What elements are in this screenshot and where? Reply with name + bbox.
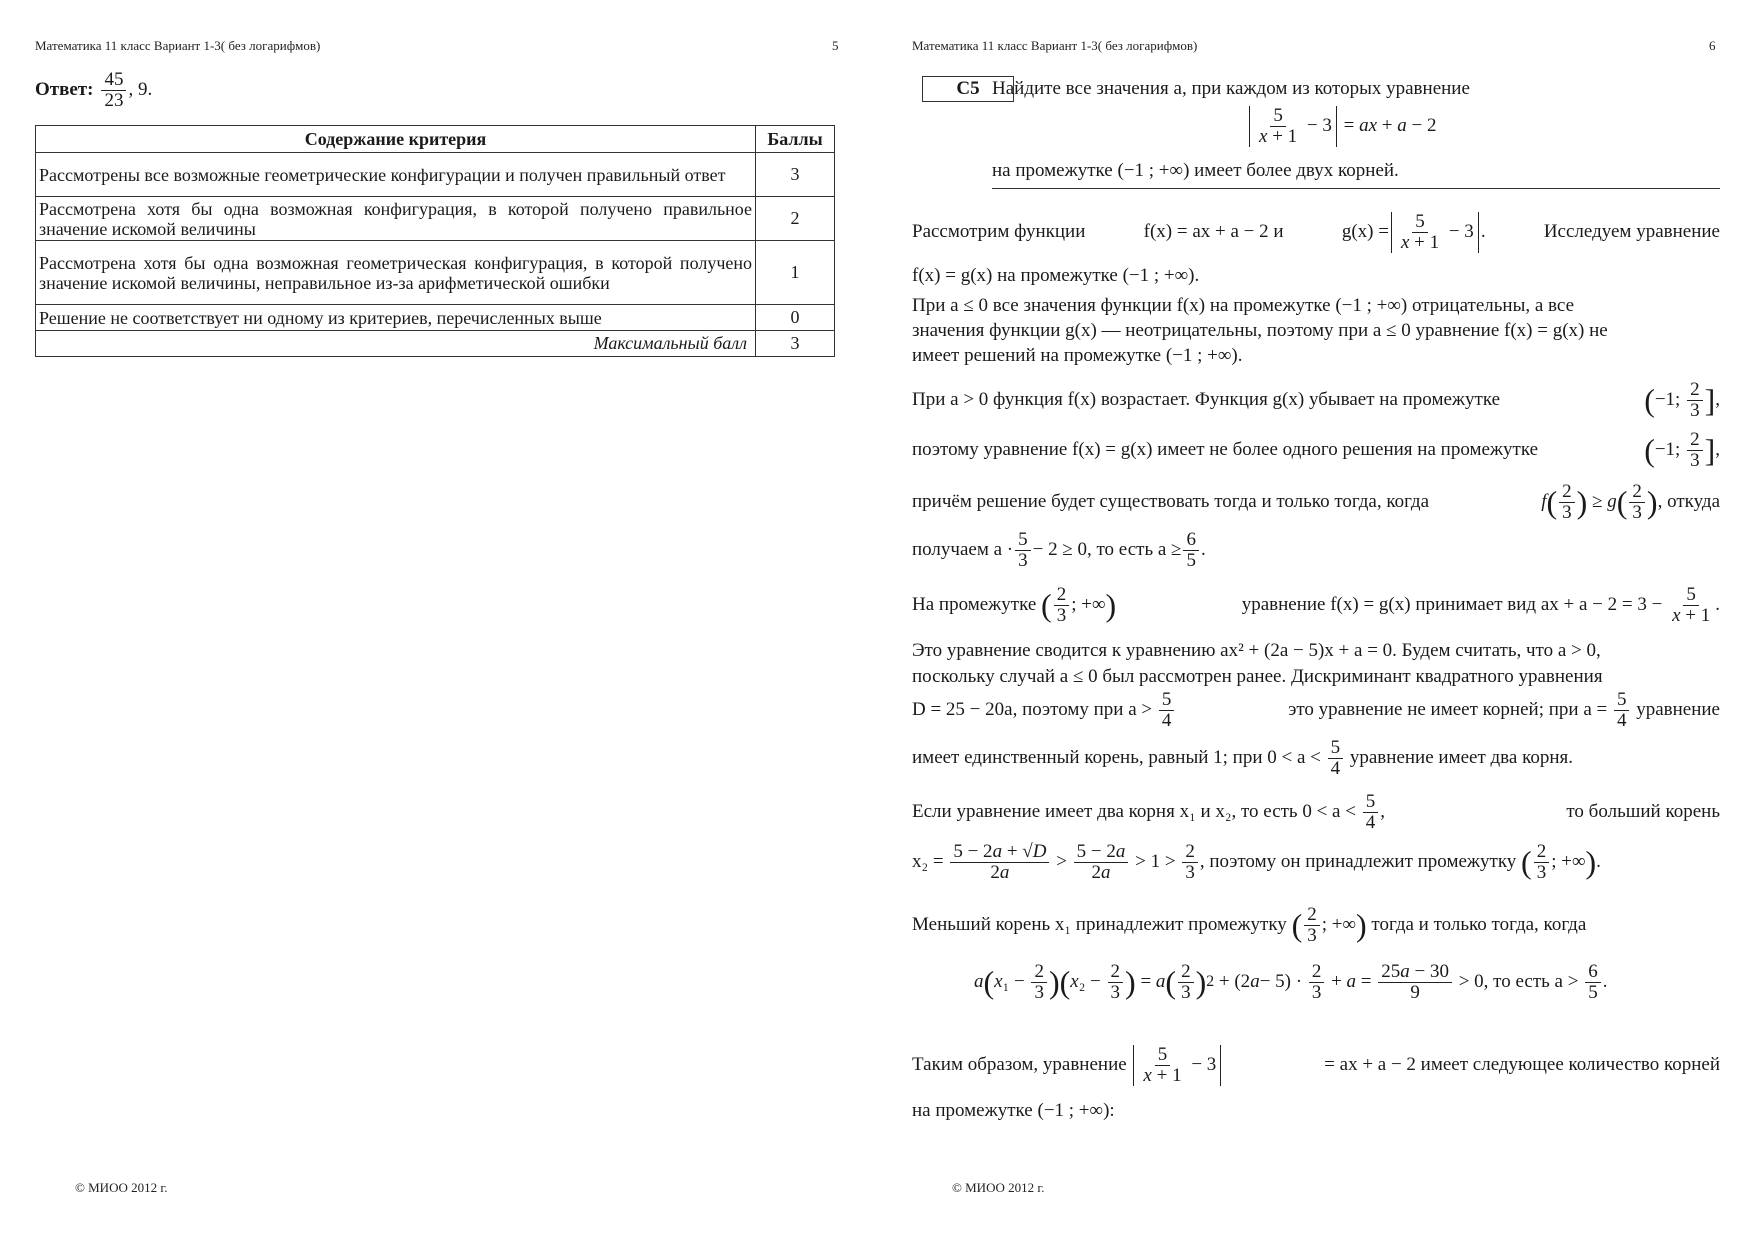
criterion-points: 2 xyxy=(756,197,835,241)
fraction: $\frac{5}{4}$ xyxy=(1328,738,1344,779)
criterion-text: Решение не соответствует ни одному из критериев, перечисленных выше xyxy=(36,305,756,331)
abs-expression: $\frac{5}{x + 1}$ − 3 xyxy=(1133,1045,1221,1086)
text-segment: уравнение xyxy=(1636,699,1720,721)
solution-line: При a ≤ 0 все значения функции f(x) на промежутке (−1 ; +∞) отрицательны, а все xyxy=(912,295,1575,316)
solution-line: Это уравнение сводится к уравнению ax² + (2a − 5)x + a = 0. Будем считать, что a > 0, xyxy=(912,640,1601,661)
max-score-label: Максимальный балл xyxy=(36,331,756,357)
fraction: $\frac{2}{3}$ xyxy=(1031,962,1047,1003)
solution-line xyxy=(912,380,1720,421)
solution-line xyxy=(912,1045,1720,1086)
answer-numerator: 45 xyxy=(101,70,126,91)
fraction: $\frac{2}{3}$ xyxy=(1178,962,1194,1003)
task-interval: на промежутке (−1 ; +∞) имеет более двух корней. xyxy=(992,160,1399,181)
text-segment: это уравнение не имеет корней; при a = xyxy=(1288,699,1608,721)
page-footer: © МИОО 2012 г. xyxy=(952,1180,1045,1195)
text-segment: На промежутке xyxy=(912,594,1037,616)
fraction: $\frac{25a - 30}{9}$ xyxy=(1378,962,1452,1003)
column-header-points: Баллы xyxy=(756,126,835,153)
fraction: $\frac{5}{x + 1}$ xyxy=(1672,584,1711,626)
text-segment: поэтому уравнение f(x) = g(x) имеет не более одного решения на промежутке xyxy=(912,439,1539,461)
inequality: f ( $\frac{2}{3}$ ) ≥ g ( $\frac{2}{3}$ ) , откуда xyxy=(1541,481,1720,523)
criterion-points: 3 xyxy=(756,153,835,197)
fraction: $\frac{2}{3}$ xyxy=(1629,482,1645,523)
text-segment: g(x) = xyxy=(1341,221,1389,243)
text-segment: уравнение имеет два корня. xyxy=(1349,747,1574,769)
column-header-criteria: Содержание критерия xyxy=(36,126,756,153)
table-header-row xyxy=(36,126,835,153)
answer-fraction xyxy=(101,70,126,111)
text-segment: откуда xyxy=(1667,491,1720,513)
page-header: Математика 11 класс Вариант 1-3( без логарифмов) xyxy=(912,38,1198,53)
fraction: $\frac{2}{3}$ xyxy=(1054,585,1070,626)
interval-phrase: На промежутке ( $\frac{2}{3}$ ; +∞ ) xyxy=(912,584,1117,626)
text-segment: получаем a · xyxy=(912,539,1014,561)
fraction: $\frac{5}{x + 1}$ xyxy=(1400,211,1440,253)
text-segment: имеет единственный корень, равный 1; при 0 < a < xyxy=(912,747,1321,769)
fraction: $\frac{5}{4}$ xyxy=(1363,792,1379,833)
fraction: $\frac{2}{3}$ xyxy=(1559,482,1575,523)
criterion-points: 0 xyxy=(756,305,835,331)
solution-line: поскольку случай a ≤ 0 был рассмотрен ранее. Дискриминант квадратного уравнения xyxy=(912,666,1603,687)
solution-line xyxy=(912,738,1720,779)
g-definition: g(x) = $\frac{5}{x + 1}$ − 3 . xyxy=(1341,211,1486,253)
text-segment: Исследуем уравнение xyxy=(1543,221,1720,243)
text-segment: D = 25 − 20a, поэтому при a > xyxy=(912,699,1153,721)
equation-form: уравнение f(x) = g(x) принимает вид ax + a − 2 = 3 − $\frac{5}{x + 1}$ . xyxy=(1241,584,1720,626)
abs-expression: $\frac{5}{x + 1}$ − 3 xyxy=(1391,212,1479,253)
table-row xyxy=(36,197,835,241)
solution-line xyxy=(912,792,1720,833)
criteria-table xyxy=(35,125,835,357)
text-segment: > 0, то есть a > xyxy=(1458,971,1579,993)
text-segment: уравнение f(x) = g(x) принимает вид ax + a − 2 = 3 − xyxy=(1241,594,1663,616)
table-row xyxy=(36,305,835,331)
text-segment: тогда и только тогда, когда xyxy=(1371,914,1587,936)
text-segment: причём решение будет существовать тогда и только тогда, когда xyxy=(912,491,1430,513)
fraction: $\frac{6}{5}$ xyxy=(1183,530,1199,571)
table-max-row xyxy=(36,331,835,357)
fraction: $\frac{2}{3}$ xyxy=(1687,380,1703,421)
answer-label: Ответ: xyxy=(35,79,94,101)
text-segment: f(x) = ax + a − 2 и xyxy=(1143,221,1284,243)
table-row xyxy=(36,153,835,197)
text-segment: то больший корень xyxy=(1566,801,1720,823)
page-footer: © МИОО 2012 г. xyxy=(75,1180,168,1195)
criterion-text: Рассмотрена хотя бы одна возможная геометрическая конфигурация, в которой получено значение искомой величины, неправильное из-за арифметической ошибки xyxy=(36,241,756,305)
solution-line xyxy=(912,690,1720,731)
criterion-text: Рассмотрены все возможные геометрические конфигурации и получен правильный ответ xyxy=(36,153,756,197)
text-segment: Меньший корень x₁ принадлежит промежутку xyxy=(912,914,1287,936)
fraction: $\frac{2}{3}$ xyxy=(1309,962,1325,1003)
fraction: $\frac{5 - 2a + √D}{2a}$ xyxy=(950,842,1049,883)
key-inequality: a ( x ₁ − $\frac{2}{3}$ )( x ₂ − $\frac{2}{3}$ ) = a ( $\frac{2}{3}$ ) 2 + (2 a − 5) · $\frac{2}{3}$ + a = $\frac{25a - 30}{9}$ > 0, то есть a > $\frac{6}{5}$ . xyxy=(974,961,1608,1003)
text-segment: Рассмотрим функции xyxy=(912,221,1086,243)
abs-expression: $\frac{5}{x + 1}$ − 3 xyxy=(1249,106,1337,147)
text-with-fraction xyxy=(912,690,1176,731)
solution-line: имеет решений на промежутке (−1 ; +∞). xyxy=(912,345,1243,366)
page-number: 6 xyxy=(1709,38,1716,53)
solution-line: значения функции g(x) — неотрицательны, поэтому при a ≤ 0 уравнение f(x) = g(x) не xyxy=(912,320,1608,341)
solution-line xyxy=(912,482,1720,523)
answer-denominator: 23 xyxy=(104,89,124,111)
fraction: $\frac{2}{3}$ xyxy=(1534,842,1550,883)
task-statement: Найдите все значения a, при каждом из которых уравнение xyxy=(992,78,1470,99)
text-segment: Если уравнение имеет два корня x₁ и x₂, то есть 0 < a < xyxy=(912,801,1356,823)
text-segment: Таким образом, уравнение xyxy=(912,1054,1127,1076)
fraction: $\frac{5}{3}$ xyxy=(1015,530,1031,571)
answer-rest: , 9. xyxy=(128,79,153,101)
task-label: С5 xyxy=(922,76,1014,102)
max-score-points: 3 xyxy=(756,331,835,357)
fraction: $\frac{2}{3}$ xyxy=(1108,962,1124,1003)
solution-line: на промежутке (−1 ; +∞): xyxy=(912,1100,1115,1121)
solution-line: получаем a · $\frac{5}{3}$ − 2 ≥ 0, то есть a ≥ $\frac{6}{5}$ . xyxy=(912,529,1206,571)
fraction: $\frac{6}{5}$ xyxy=(1585,962,1601,1003)
text-segment: x₂ = xyxy=(912,851,944,873)
criterion-points: 1 xyxy=(756,241,835,305)
fraction: $\frac{2}{3}$ xyxy=(1687,430,1703,471)
text-with-fraction: Если уравнение имеет два корня x₁ и x₂, то есть 0 < a < $\frac{5}{4}$ , xyxy=(912,791,1385,833)
text-with-fraction xyxy=(1288,690,1720,731)
interval: ( −1; $\frac{2}{3}$ ] , xyxy=(1644,379,1720,421)
solution-line xyxy=(912,212,1720,253)
solution-line: Меньший корень x₁ принадлежит промежутку ( $\frac{2}{3}$ ; +∞ ) тогда и только тогда, когда xyxy=(912,904,1587,946)
fraction: $\frac{5}{4}$ xyxy=(1614,690,1630,731)
fraction: $\frac{5}{x + 1}$ xyxy=(1259,105,1298,147)
page-header: Математика 11 класс Вариант 1-3( без логарифмов) xyxy=(35,38,321,53)
page-number: 5 xyxy=(832,38,839,53)
answer xyxy=(35,70,152,111)
task-equation: $\frac{5}{x + 1}$ − 3 = ax + a − 2 xyxy=(1247,106,1436,147)
solution-line xyxy=(912,430,1720,471)
fraction: $\frac{5}{x + 1}$ xyxy=(1143,1044,1182,1086)
fraction: $\frac{2}{3}$ xyxy=(1182,842,1198,883)
right-page xyxy=(877,0,1754,1239)
solution-line xyxy=(912,585,1720,626)
text-segment: = ax + a − 2 имеет следующее количество корней xyxy=(1324,1054,1720,1076)
solution-line: x₂ = $\frac{5 - 2a + √D}{2a}$ > $\frac{5 - 2a}{2a}$ > 1 > $\frac{2}{3}$ , поэтому он принадлежит промежутку ( $\frac{2}{3}$ ; +∞ ) . xyxy=(912,841,1601,883)
solution-line: f(x) = g(x) на промежутке (−1 ; +∞). xyxy=(912,265,1200,286)
text-segment: − 2 ≥ 0, то есть a ≥ xyxy=(1032,539,1182,561)
divider xyxy=(992,188,1720,189)
text-segment: поэтому он принадлежит промежутку xyxy=(1209,851,1517,873)
fraction: $\frac{2}{3}$ xyxy=(1304,905,1320,946)
table-row xyxy=(36,241,835,305)
fraction: $\frac{5}{4}$ xyxy=(1159,690,1175,731)
text-segment: При a > 0 функция f(x) возрастает. Функция g(x) убывает на промежутке xyxy=(912,389,1501,411)
text-with-abs xyxy=(912,1045,1223,1086)
interval: ( −1; $\frac{2}{3}$ ] , xyxy=(1644,429,1720,471)
fraction: $\frac{5 - 2a}{2a}$ xyxy=(1074,842,1129,883)
criterion-text: Рассмотрена хотя бы одна возможная конфигурация, в которой получено правильное значение искомой величины xyxy=(36,197,756,241)
